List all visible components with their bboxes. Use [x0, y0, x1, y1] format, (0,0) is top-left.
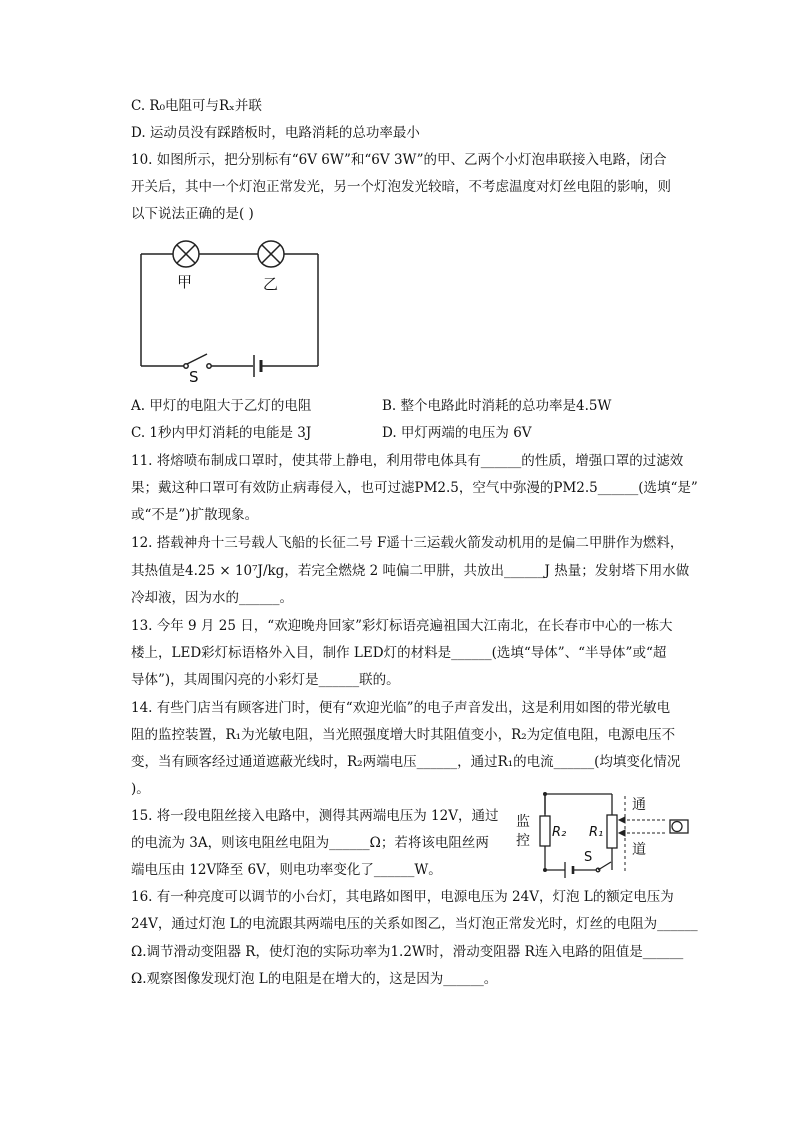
question-13-line-1: 13. 今年 9 月 25 日，“欢迎晚舟回家”彩灯标语亮遍祖国大江南北，在长春市中心的一栋大 [131, 618, 673, 634]
question-14-line-4: )。 [131, 781, 150, 797]
light-source-icon [670, 820, 688, 833]
switch-icon-2 [596, 862, 611, 872]
question-13-line-3: 导体”)，其周围闪亮的小彩灯是______联的。 [131, 672, 400, 688]
question-14-line-2: 阻的监控装置，R₁为光敏电阻，当光照强度增大时其阻值变小，R₂为定值电阻，电源电压不 [131, 727, 676, 743]
question-11-line-1: 11. 将熔喷布制成口罩时，使其带上静电，利用带电体具有______的性质，增强口罩的过滤效 [131, 453, 684, 469]
switch-label-2: S [584, 850, 593, 865]
r1-resistor-icon [607, 815, 617, 848]
option-b-q10: B. 整个电路此时消耗的总功率是4.5W [382, 398, 612, 414]
question-12-line-1: 12. 搭载神舟十三号载人飞船的长征二号 F遥十三运载火箭发动机用的是偏二甲肼作为燃料， [131, 535, 684, 551]
question-15-line-2: 的电流为 3A，则该电阻丝电阻为______Ω；若将该电阻丝两 [131, 835, 489, 851]
r2-label: R₂ [552, 825, 567, 840]
question-16-line-4: Ω.观察图像发现灯泡 L的电阻是在增大的，这是因为______。 [131, 971, 498, 987]
option-c-q10: C. 1秒内甲灯消耗的电能是 3J [131, 425, 312, 441]
question-11-line-2: 果；戴这种口罩可有效防止病毒侵入，也可过滤PM2.5，空气中弥漫的PM2.5______(选填“是” [131, 480, 698, 496]
question-14-line-3: 变，当有顾客经过通道遮蔽光线时，R₂两端电压______，通过R₁的电流______(均填变化情况 [131, 754, 681, 770]
battery-icon [254, 355, 261, 377]
monitor-label-1: 监 [516, 814, 530, 830]
r1-label: R₁ [589, 825, 604, 840]
lamp-jia-icon [173, 241, 199, 267]
option-a-q10: A. 甲灯的电阻大于乙灯的电阻 [131, 398, 312, 414]
light-sensor-circuit-figure [512, 788, 702, 880]
question-10-line-1: 10. 如图所示，把分别标有“6V 6W”和“6V 3W”的甲、乙两个小灯泡串联接入电路，闭合 [131, 152, 667, 168]
lamp-yi-icon [258, 241, 284, 267]
option-d-q9: D. 运动员没有踩踏板时，电路消耗的总功率最小 [131, 125, 420, 141]
channel-label-2: 道 [632, 842, 646, 858]
question-14-line-1: 14. 有些门店当有顾客进门时，便有“欢迎光临”的电子声音发出，这是利用如图的带光敏电 [131, 700, 671, 716]
question-11-line-3: 或“不是”)扩散现象。 [131, 507, 259, 523]
question-15-line-3: 端电压由 12V降至 6V，则电功率变化了______W。 [131, 862, 442, 878]
question-10-line-2: 开关后，其中一个灯泡正常发光，另一个灯泡发光较暗，不考虑温度对灯丝电阻的影响，则 [131, 179, 671, 195]
lamp-jia-label: 甲 [177, 273, 193, 291]
question-12-line-2: 其热值是4.25 × 10⁷J/kg，若完全燃烧 2 吨偏二甲肼，共放出______J 热量；发射塔下用水做 [131, 563, 690, 579]
switch-icon [184, 354, 211, 368]
question-15-line-1: 15. 将一段电阻丝接入电路中，测得其两端电压为 12V，通过 [131, 808, 499, 824]
question-10-line-3: 以下说法正确的是( ) [131, 206, 254, 222]
light-arrows-icon [619, 817, 666, 836]
question-13-line-2: 楼上，LED彩灯标语格外入目，制作 LED灯的材料是______(选填“导体”、“半导体”或“超 [131, 645, 667, 661]
option-d-q10: D. 甲灯两端的电压为 6V [382, 425, 532, 441]
lamp-yi-label: 乙 [263, 275, 279, 293]
switch-label: S [189, 368, 199, 385]
question-16-line-3: Ω.调节滑动变阻器 R，使灯泡的实际功率为1.2W时，滑动变阻器 R连入电路的阻值是______ [131, 944, 684, 960]
question-16-line-1: 16. 有一种亮度可以调节的小台灯，其电路如图甲，电源电压为 24V，灯泡 L的额定电压为 [131, 889, 674, 905]
question-12-line-3: 冷却液，因为水的______。 [131, 590, 293, 606]
battery-icon-2 [565, 862, 573, 878]
option-c-q9: C. R₀电阻可与Rₓ并联 [131, 98, 262, 114]
r2-resistor-icon [540, 816, 550, 846]
question-16-line-2: 24V，通过灯泡 L的电流跟其两端电压的关系如图乙，当灯泡正常发光时，灯丝的电阻为______ [131, 916, 698, 932]
series-circuit-figure [130, 235, 330, 385]
monitor-label-2: 控 [516, 833, 530, 849]
channel-label-1: 通 [632, 797, 646, 813]
